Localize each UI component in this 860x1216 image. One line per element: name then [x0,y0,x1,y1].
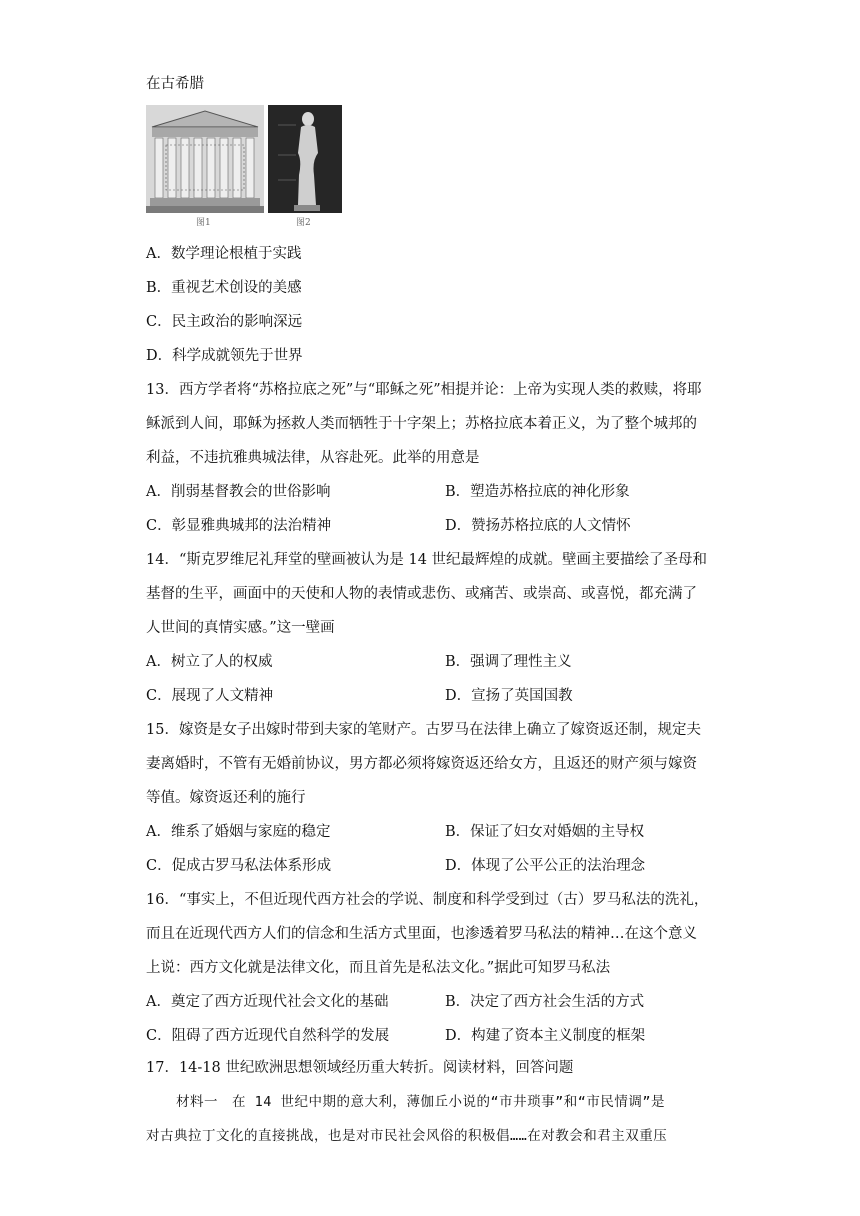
q16-stem-line-1: 16．“事实上，不但近现代西方社会的学说、制度和科学受到过（古）罗马私法的洗礼， [146,892,709,908]
q12-option-a: A．数学理论根植于实践 [146,246,302,262]
q14-stem-line-2: 基督的生平，画面中的天使和人物的表情或悲伤、或痛苦、或崇高、或喜悦，都充满了 [146,586,697,602]
q14-stem-line-3: 人世间的真情实感。”这一壁画 [146,620,335,636]
q15-option-c: C．促成古罗马私法体系形成 [146,858,332,874]
q15-option-d: D．体现了公平公正的法治理念 [445,858,646,874]
q15-option-a: A．维系了婚姻与家庭的稳定 [146,824,331,840]
q13-stem-line-2: 稣派到人间，耶稣为拯救人类而牺牲于十字架上；苏格拉底本着正义，为了整个城邦的 [146,416,697,432]
q13-option-b: B．塑造苏格拉底的神化形象 [445,484,630,500]
q12-option-c: C．民主政治的影响深远 [146,314,303,330]
q14-option-b: B．强调了理性主义 [445,654,572,670]
q16-option-d: D．构建了资本主义制度的框架 [445,1028,646,1044]
q17-material-line-2: 对古典拉丁文化的直接挑战，也是对市民社会风俗的积极倡……在对教会和君主双重压 [146,1128,668,1144]
q13-stem-line-3: 利益，不违抗雅典城法律，从容赴死。此举的用意是 [146,450,480,466]
figure-2-caption: 图2 [296,218,311,228]
venus-statue-image [268,105,342,213]
q16-option-a: A．奠定了西方近现代社会文化的基础 [146,994,389,1010]
q16-option-c: C．阻碍了西方近现代自然科学的发展 [146,1028,390,1044]
q16-option-b: B．决定了西方社会生活的方式 [445,994,645,1010]
q14-option-a: A．树立了人的权威 [146,654,273,670]
q12-option-b: B．重视艺术创设的美感 [146,280,302,296]
q13-option-a: A．削弱基督教会的世俗影响 [146,484,331,500]
q13-stem-line-1: 13．西方学者将“苏格拉底之死”与“耶稣之死”相提并论：上帝为实现人类的救赎，将耶 [146,382,702,398]
q15-stem-line-3: 等值。嫁资返还利的施行 [146,790,306,806]
q14-option-c: C．展现了人文精神 [146,688,274,704]
q17-stem: 17．14-18 世纪欧洲思想领域经历重大转折。阅读材料，回答问题 [146,1060,574,1076]
parthenon-image [146,105,264,213]
question-12-figures [146,105,342,227]
q15-stem-line-2: 妻离婚时，不管有无婚前协议，男方都必须将嫁资返还给女方，且返还的财产须与嫁资 [146,756,697,772]
question-12-stem: 在古希腊 [146,76,204,92]
q14-stem-line-1: 14．“斯克罗维尼礼拜堂的壁画被认为是 14 世纪最辉煌的成就。壁画主要描绘了圣母和 [146,552,708,568]
q16-stem-line-3: 上说：西方文化就是法律文化，而且首先是私法文化。”据此可知罗马私法 [146,960,611,976]
q12-option-d: D．科学成就领先于世界 [146,348,303,364]
q13-option-d: D．赞扬苏格拉底的人文情怀 [445,518,631,534]
q13-option-c: C．彰显雅典城邦的法治精神 [146,518,332,534]
q14-option-d: D．宣扬了英国国教 [445,688,573,704]
q16-stem-line-2: 而且在近现代西方人们的信念和生活方式里面，也渗透着罗马私法的精神…在这个意义 [146,926,697,942]
q15-option-b: B．保证了妇女对婚姻的主导权 [445,824,645,840]
figure-1-caption: 图1 [196,218,211,228]
q17-material-line-1: 材料一 在 14 世纪中期的意大利，薄伽丘小说的“市井琐事”和“市民情调”是 [176,1094,666,1110]
q15-stem-line-1: 15．嫁资是女子出嫁时带到夫家的笔财产。古罗马在法律上确立了嫁资返还制，规定夫 [146,722,701,738]
